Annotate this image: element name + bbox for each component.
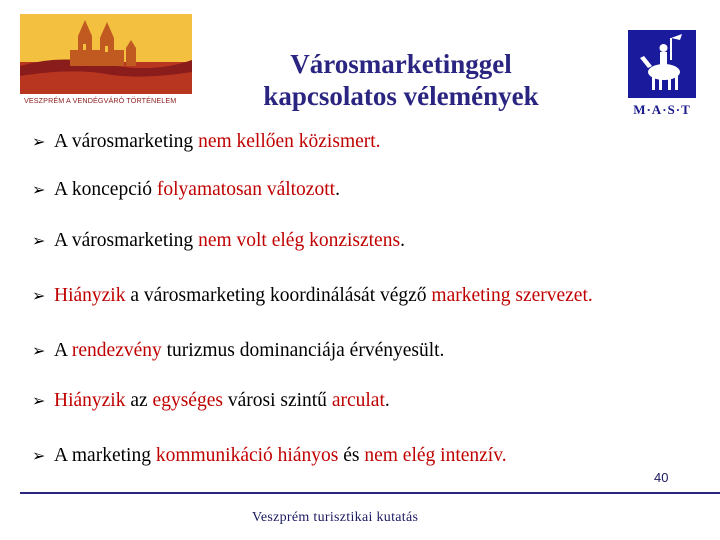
- page-number: 40: [654, 470, 669, 485]
- bullet-item: [32, 444, 507, 468]
- highlighted-text: Hiányzik: [54, 390, 126, 411]
- bullet-text: A koncepció: [54, 179, 157, 200]
- slide-title: [236, 48, 566, 112]
- bullet-text: turizmus dominanciája érvényesült.: [161, 340, 445, 361]
- bullet-text: .: [335, 179, 340, 200]
- bullet-text: A marketing: [54, 445, 156, 466]
- logo-caption: VESZPRÉM A VENDÉGVÁRÓ TÖRTÉNELEM: [24, 96, 177, 105]
- footer-text: Veszprém turisztikai kutatás: [252, 510, 419, 525]
- arrow-bullet-icon: ➢: [32, 391, 46, 410]
- highlighted-text: nem kellően közismert.: [198, 131, 381, 152]
- bullet-text: városi szintű: [222, 390, 332, 411]
- highlighted-text: nem elég intenzív.: [364, 445, 507, 466]
- bullet-text: A: [54, 340, 72, 361]
- bullet-item: [32, 178, 340, 202]
- highlighted-text: folyamatosan változott: [156, 179, 336, 200]
- bullet-text: .: [400, 230, 405, 251]
- highlighted-text: egységes: [152, 390, 223, 411]
- bullet-item: [32, 130, 381, 154]
- bullet-text: a városmarketing koordinálását végző: [125, 285, 432, 306]
- arrow-bullet-icon: ➢: [32, 180, 46, 199]
- highlighted-text: arculat: [331, 390, 385, 411]
- bullet-item: [32, 339, 444, 363]
- title-line-2: kapcsolatos vélemények: [263, 81, 539, 111]
- footer-divider: [20, 492, 720, 494]
- mast-logo: [626, 28, 698, 120]
- mast-logo-text: M·A·S·T: [633, 102, 691, 117]
- highlighted-text: nem volt elég konzisztens: [198, 230, 401, 251]
- horseman-icon: [626, 28, 698, 100]
- veszprem-logo: [20, 14, 192, 110]
- bullet-text: A városmarketing: [54, 131, 199, 152]
- arrow-bullet-icon: ➢: [32, 341, 46, 360]
- highlighted-text: marketing szervezet.: [431, 285, 593, 306]
- bullet-item: [32, 229, 405, 253]
- arrow-bullet-icon: ➢: [32, 132, 46, 151]
- highlighted-text: kommunikáció hiányos: [155, 445, 339, 466]
- title-line-1: Városmarketinggel: [290, 49, 512, 79]
- bullet-text: és: [338, 445, 365, 466]
- bullet-text: A városmarketing: [54, 230, 199, 251]
- highlighted-text: Hiányzik: [54, 285, 126, 306]
- arrow-bullet-icon: ➢: [32, 446, 46, 465]
- bullet-item: [32, 389, 390, 413]
- arrow-bullet-icon: ➢: [32, 286, 46, 305]
- bullet-text: az: [125, 390, 153, 411]
- arrow-bullet-icon: ➢: [32, 231, 46, 250]
- bullet-item: [32, 284, 593, 308]
- highlighted-text: rendezvény: [71, 340, 162, 361]
- bullet-text: .: [384, 390, 390, 411]
